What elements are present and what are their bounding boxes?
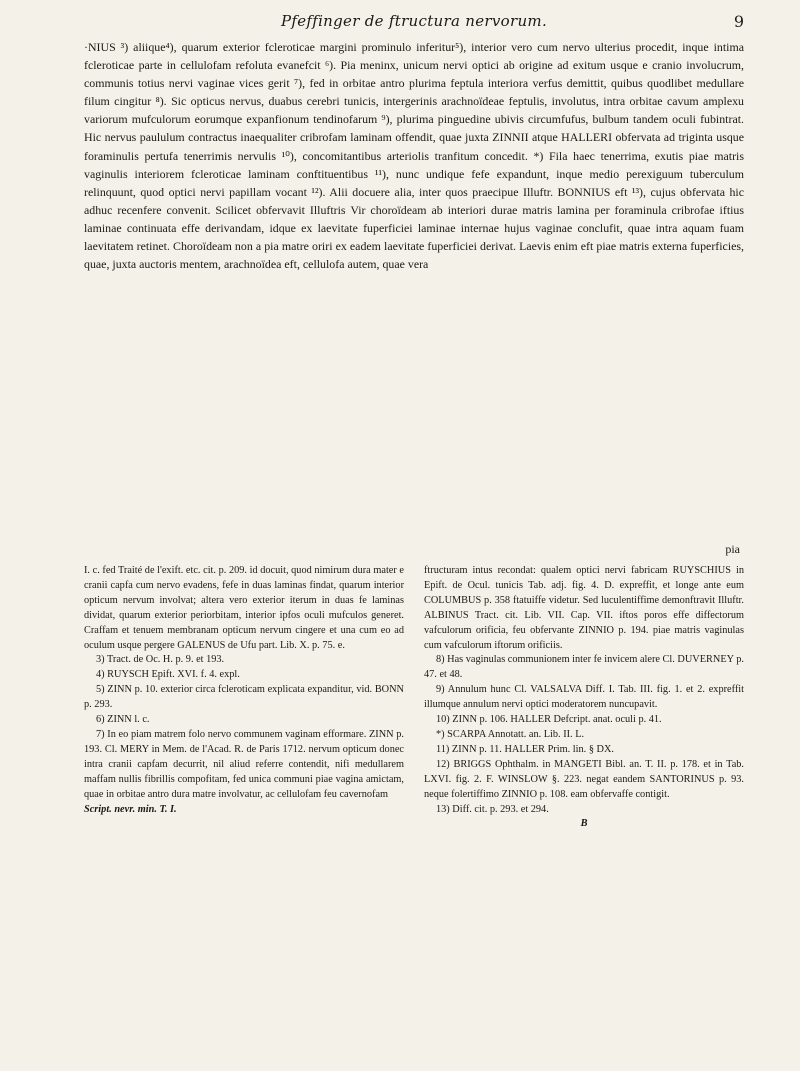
signature-mark: B — [580, 818, 588, 830]
footnote: 10) ZINN p. 106. HALLER Defcript. anat. oculi p. 41. — [436, 714, 662, 726]
footnote: 4) RUYSCH Epift. XVI. f. 4. expl. — [96, 669, 240, 681]
footnote: 5) ZINN p. 10. exterior circa fcleroticam explicata expanditur, vid. BONN p. 293. — [84, 684, 404, 711]
page-number: 9 — [733, 12, 744, 31]
signature-line: Script. nevr. min. T. I. — [84, 803, 177, 815]
footnote: ftructuram intus recondat: qualem optici nervi fabricam RUYSCHIUS in Epift. de Ocul. tunicis Tab. adj. fig. 4. D. expreffit, et longe ante eum COLUMBUS p. 358 ftatuiffe videtur. Sed luculentiffime demonftravit Illuftr. ALBINUS Tract. cit. Lib. VII. Cap. VII. iftos poros effe diffectorum vafculorum orificia, feu obfervante ZINNIO p. 194. piae matris vaginulas cum vafculorum iftorum orificiis. — [424, 565, 744, 651]
footnote: 12) BRIGGS Ophthalm. in MANGETI Bibl. an. T. II. p. 178. et in Tab. LXVI. fig. 2. F. WINSLOW §. 223. negat eandem SANTORINUS p. 93. neque folertiffimo ZINNIO p. 108. eam obfervaffe contigit. — [424, 758, 744, 800]
catchword: pia — [725, 542, 740, 556]
footnotes-right-column — [424, 564, 744, 1044]
footnote: 13) Diff. cit. p. 293. et 294. — [436, 803, 549, 815]
footnote: 11) ZINN p. 11. HALLER Prim. lin. § DX. — [436, 743, 614, 755]
footnote: 8) Has vaginulas communionem inter fe invicem alere Cl. DUVERNEY p. 47. et 48. — [424, 654, 744, 681]
footnote: 7) In eo piam matrem folo nervo communem vaginam efformare. ZINN p. 193. Cl. MERY in Mem. de l'Acad. R. de Paris 1712. nervum opticum donec intra cranii capfam decurrit, nil aliud referre contendit, nifi medullarem maffam nullis fibrillis compofitam, fed unica communi piae vagina amictam, quae in orbitae antro dura matre involvatur, ac cellulofam feu cavernofam — [84, 728, 404, 800]
footnote: 6) ZINN l. c. — [96, 714, 150, 726]
main-paragraph: ·NIUS ³) aliique⁴), quarum exterior fcleroticae margini prominulo inferitur⁵), interior vero cum nervo ulterius procedit, inque intima fcleroticae parte in cellulofam refoluta evanefcit ⁶). Pia meninx, unicum nervi optici ab origine ad exitum usque e cranio involucrum, communis totius nervi vaginae vices gerit ⁷), fed in orbitae antro plurima feptula interiora verfus demittit, quibus quodlibet medullare filum cingitur ⁸). Sic opticus nervus, duabus cerebri tunicis, intergerinis arachnoïdeae feptulis, involutus, intra orbitae cavum amplexu variorum mufculorum eorumque expanfionum tendinofarum ⁹), plurima pinguedine ubivis circumfufus, bulbum tandem oculi fubintrat. Hic nervus paululum contractus inaequaliter cribrofam laminam offendit, quae juxta ZINNII atque HALLERI obfervata ad triginta usque foraminulis pertufa tenerrimis nervulis ¹⁰), concomitantibus arteriolis tranfitum concedit. *) Fila haec tenerrima, exutis piae matris vaginulis interiorem fcleroticae laminam conftituentibus ¹¹), nunc undique fefe expandunt, inque medio perexiguum tuberculum relinquunt, quod optici nervi papillam vocant ¹²). Alii docuere alia, inter quos praecipue Illuftr. BONNIUS eft ¹³), cujus obfervata hic adhuc recenfere convenit. Scilicet obfervavit Illuftris Vir choroïdeam ab interiori durae matris lamina per foraminula cribrofae iftius laminae continuata effe derivandam, idque ex laevitate fuperficiei laminae internae hujus vaginae conclufit, quae intra aquam fuam laevitatem retinet. Choroïdeam non a pia matre oriri ex eadem laevitate fuperficiei derivat. Laevis enim eft piae matris externa fuperficies, quae, juxta auctoris mentem, arachnoïdea eft, cellulofa autem, quae vera — [84, 40, 744, 272]
running-title: Pfeffinger de ftructura nervorum. — [280, 12, 548, 30]
footnote: 3) Tract. de Oc. H. p. 9. et 193. — [96, 654, 225, 666]
footnotes — [84, 564, 744, 1044]
footnote: I. c. fed Traité de l'exift. etc. cit. p. 209. id docuit, quod nimirum dura mater e cranii capfa cum nervo evadens, fefe in duas laminas findat, quarum interior opticum nervum involvat; altera vero exterior iterum in duas fe laminas dividat, quarum exterior periorbitam, interior ipfos oculi mufculos generet. Craffam et tenuem membranam opticum nervum cingere et una cum eo ad oculum usque pergere GALENUS de Ufu part. Lib. X. p. 75. e. — [84, 565, 404, 651]
footnotes-left-column — [84, 564, 404, 1044]
footnote: *) SCARPA Annotatt. an. Lib. II. L. — [436, 728, 585, 740]
footnote: 9) Annulum hunc Cl. VALSALVA Diff. I. Tab. III. fig. 1. et 2. expreffit illumque annulum nervi optici moderatorem nuncupavit. — [424, 684, 744, 711]
page-header — [84, 12, 744, 36]
